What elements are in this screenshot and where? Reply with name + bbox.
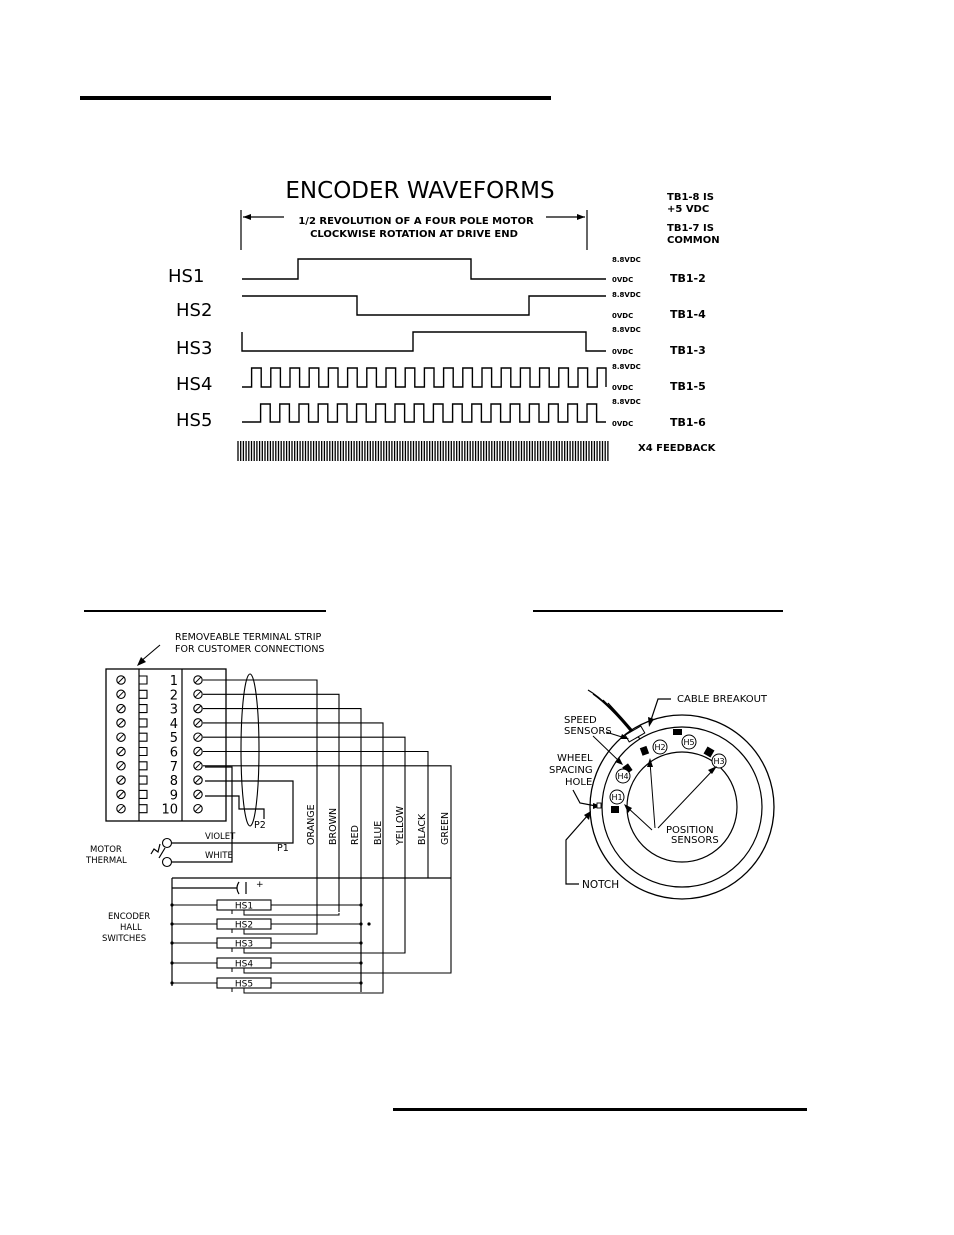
junction-dot (359, 922, 362, 925)
hall-h1-label: H1 (611, 793, 623, 802)
hall-switch-output-wire (244, 910, 339, 915)
speed-sensor-square (640, 746, 649, 756)
position-label-line2: SENSORS (671, 835, 719, 846)
junction-dot (170, 903, 173, 906)
speed-sensor-square (704, 747, 715, 758)
wheel-label-line2: SPACING (549, 765, 593, 776)
wire-brown (203, 694, 339, 912)
junction-dot (170, 941, 173, 944)
terminal-comb-tooth (139, 733, 147, 741)
waveform-title: ENCODER WAVEFORMS (285, 178, 555, 204)
hall-switch-output-wire (244, 988, 383, 993)
motor-label-line2: THERMAL (86, 856, 127, 866)
hs3-terminal: TB1-3 (670, 344, 706, 357)
waveform-x4-feedback (238, 441, 608, 461)
span-right-arrowhead (577, 214, 585, 220)
speed-label-line1: SPEED (564, 715, 597, 726)
signal-name-hs2: HS2 (176, 300, 213, 321)
hs1-low-label: 0VDC (612, 276, 634, 284)
speed-leader-2 (593, 736, 620, 762)
top-heading-rule (80, 96, 551, 100)
hs4-terminal: TB1-5 (670, 380, 706, 393)
cable-breakout-arrowhead (648, 717, 654, 727)
terminal-number: 2 (169, 688, 178, 704)
terminal-comb-tooth (139, 748, 147, 756)
terminal-rows (117, 674, 202, 818)
span-left-arrowhead (243, 214, 251, 220)
wheel-hole-leader (573, 790, 596, 806)
terminal-number: 9 (169, 788, 178, 804)
position-arrowhead-3 (624, 804, 632, 813)
hall-switch-output-wire (244, 948, 405, 953)
hall-switch-label: HS5 (234, 979, 254, 990)
hall-switch-output-wire (244, 929, 317, 934)
junction-dot (170, 922, 173, 925)
white-label: WHITE (205, 851, 233, 861)
capacitor-symbol (237, 882, 246, 894)
hall-h5-label: H5 (683, 738, 695, 747)
x4-feedback-label: X4 FEEDBACK (638, 443, 716, 454)
position-leader-1 (650, 762, 655, 828)
hs2-terminal: TB1-4 (670, 308, 706, 321)
position-label-line1: POSITION (666, 825, 714, 836)
hs2-low-label: 0VDC (612, 312, 634, 320)
note-tb1-7-line1: TB1-7 IS (667, 223, 714, 234)
cable-breakout-label: CABLE BREAKOUT (677, 694, 768, 705)
hs5-terminal: TB1-6 (670, 416, 706, 429)
junction-dot (359, 981, 362, 984)
hs5-low-label: 0VDC (612, 420, 634, 428)
note-tb1-8-line1: TB1-8 IS (667, 192, 714, 203)
terminal-number: 10 (161, 802, 178, 818)
hs2-high-label: 8.8VDC (612, 291, 641, 299)
encoder-label-line3: SWITCHES (102, 934, 147, 944)
p2-label: P2 (254, 820, 266, 831)
hs1-terminal: TB1-2 (670, 272, 706, 285)
junction-dot (359, 903, 362, 906)
wheel-spacing-hole (597, 803, 601, 808)
terminal-comb-tooth (139, 676, 147, 684)
position-arrowhead-1 (647, 758, 653, 767)
terminal-number: 4 (169, 716, 178, 732)
hall-switches (170, 900, 451, 993)
hall-switch-output-wire (244, 968, 451, 973)
terminal-comb-tooth (139, 776, 147, 784)
junction-dot (359, 961, 362, 964)
strip-caption-line2: FOR CUSTOMER CONNECTIONS (175, 644, 325, 655)
speed-sensor-square (611, 806, 619, 813)
signal-name-hs1: HS1 (168, 266, 205, 287)
note-tb1-7-line2: COMMON (667, 235, 720, 246)
waveform-hs2 (242, 296, 606, 315)
wire-color-label: ORANGE (306, 804, 317, 845)
terminal-number: 5 (169, 731, 178, 747)
speed-sensor-square (673, 729, 682, 735)
hs1-high-label: 8.8VDC (612, 256, 641, 264)
junction-dot (367, 922, 370, 925)
junction-dot (359, 941, 362, 944)
strip-caption-line1: REMOVEABLE TERMINAL STRIP (175, 632, 322, 643)
sensor-heading-rule (533, 610, 783, 612)
span-caption-line1: 1/2 REVOLUTION OF A FOUR POLE MOTOR (298, 216, 534, 227)
wire-color-label: BLACK (417, 813, 428, 845)
encoder-waveforms-diagram (168, 178, 720, 461)
wire-orange (203, 680, 317, 933)
hall-h4-label: H4 (617, 772, 629, 781)
capacitor-plus: + (256, 880, 264, 890)
terminal-comb-tooth (139, 705, 147, 713)
terminal-comb-tooth (139, 762, 147, 770)
notch-label: NOTCH (582, 879, 620, 891)
terminal-number: 1 (169, 674, 178, 689)
hs4-high-label: 8.8VDC (612, 363, 641, 371)
hs3-low-label: 0VDC (612, 348, 634, 356)
position-leader-2 (658, 769, 714, 828)
terminal-comb-tooth (139, 805, 147, 813)
sensor-ring-diagram (549, 690, 774, 899)
encoder-label-line2: HALL (120, 923, 142, 933)
waveform-hs5 (242, 404, 606, 422)
wire-color-label: GREEN (440, 811, 451, 845)
wiring-diagram (85, 632, 451, 993)
hall-switch-label: HS4 (234, 959, 254, 970)
signal-name-hs5: HS5 (176, 410, 213, 431)
terminal-comb-tooth (139, 719, 147, 727)
p2-link-wire (205, 796, 264, 819)
junction-dot (170, 981, 173, 984)
waveform-hs3 (242, 332, 606, 351)
terminal-number: 7 (169, 759, 178, 775)
hs3-high-label: 8.8VDC (612, 326, 641, 334)
span-caption-line2: CLOCKWISE ROTATION AT DRIVE END (310, 229, 518, 240)
footer-rule (393, 1108, 807, 1111)
violet-label: VIOLET (205, 832, 236, 842)
wiring-heading-rule (84, 610, 326, 612)
hall-switch-label: HS2 (234, 920, 254, 931)
terminal-number: 6 (169, 745, 178, 761)
hs4-low-label: 0VDC (612, 384, 634, 392)
terminal-number: 3 (169, 702, 178, 718)
wire-color-label: BROWN (328, 807, 339, 845)
junction-dot (170, 961, 173, 964)
speed-label-line2: SENSORS (564, 726, 612, 737)
motor-thermal-contact-top (163, 839, 172, 848)
hall-h3-label: H3 (713, 757, 725, 766)
wire-bundle-ellipse (241, 674, 259, 826)
hall-switch-label: HS1 (234, 901, 254, 912)
motor-thermal-switch-symbol (151, 844, 165, 858)
signal-name-hs3: HS3 (176, 338, 213, 359)
terminal-comb-tooth (139, 690, 147, 698)
encoder-label-line1: ENCODER (108, 912, 151, 922)
p1-label: P1 (277, 843, 289, 854)
wire-color-label: BLUE (373, 820, 384, 845)
wheel-label-line3: HOLE (565, 777, 593, 788)
wire-color-label: YELLOW (395, 806, 406, 845)
motor-thermal-contact-bottom (163, 858, 172, 867)
position-arrowhead-2 (708, 766, 717, 774)
waveform-hs4 (242, 368, 606, 387)
hs5-high-label: 8.8VDC (612, 398, 641, 406)
terminal-number: 8 (169, 774, 178, 790)
hall-h2-label: H2 (654, 743, 666, 752)
hall-switch-label: HS3 (234, 939, 254, 950)
signal-name-hs4: HS4 (176, 374, 213, 395)
notch-leader (566, 815, 588, 884)
wheel-label-line1: WHEEL (557, 753, 593, 764)
waveform-hs1 (242, 259, 606, 279)
note-tb1-8-line2: +5 VDC (667, 204, 710, 215)
wire-color-label: RED (350, 825, 361, 845)
motor-label-line1: MOTOR (90, 845, 122, 855)
terminal-comb-tooth (139, 790, 147, 798)
